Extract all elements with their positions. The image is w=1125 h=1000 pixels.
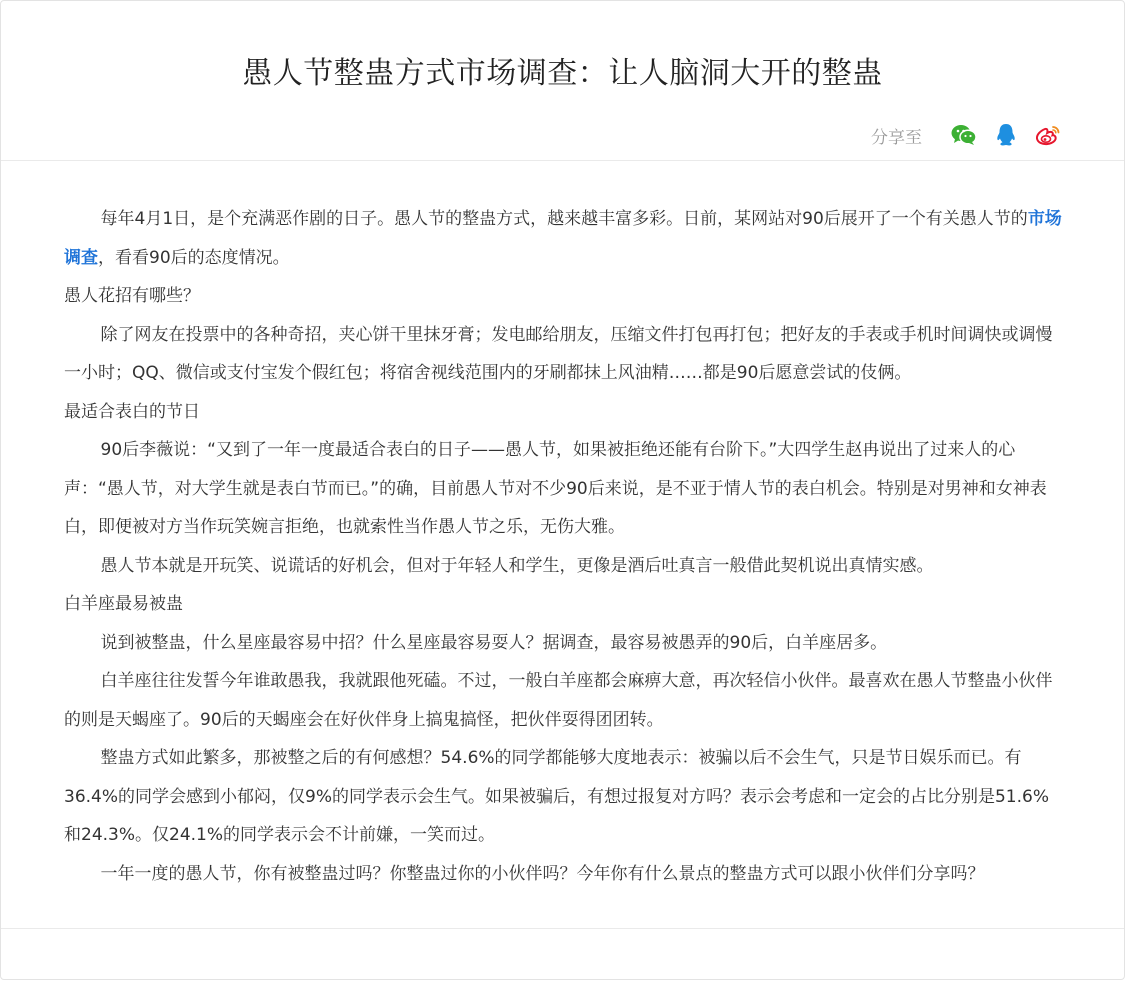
market-survey-link[interactable]: 市场调查 [64, 209, 1062, 268]
section-heading-tricks: 愚人花招有哪些？ [64, 286, 200, 306]
section-heading-confession: 最适合表白的节日 [64, 401, 200, 422]
section-heading-aries: 白羊座最易被蛊 [64, 594, 183, 614]
share-weibo-button[interactable] [1034, 121, 1062, 149]
article-header [1, 1, 1124, 161]
paragraph-opportunity: 愚人节本就是开玩笑、说谎话的好机会，但对于年轻人和学生，更像是酒后吐真言一般借此契机说出真情实感。 [100, 555, 934, 576]
paragraph-survey-results: 整蛊方式如此繁多，那被整之后的有何感想？54.6%的同学都能够大度地表示：被骗以后不会生气，只是节日娱乐而已。有36.4%的同学会感到小郁闷，仅9%的同学表示会生气。如果被骗后，有想过报复对方吗？表示会考虑和一定会的占比分别是51.6%和24.3%。仅24.1%的同学表示会不计前嫌，一笑而过。 [64, 748, 1049, 845]
paragraph-zodiac: 说到被整蛊，什么星座最容易中招？什么星座最容易耍人？据调查，最容易被愚弄的90后，白羊座居多。 [100, 632, 888, 653]
article-body [64, 200, 1064, 893]
paragraph-aries: 白羊座往往发誓今年谁敢愚我，我就跟他死磕。不过，一般白羊座都会麻痹大意，再次轻信小伙伴。最喜欢在愚人节整蛊小伙伴的则是天蝎座了。90后的天蝎座会在好伙伴身上搞鬼搞怪，把伙伴耍得团团转。 [64, 671, 1053, 730]
paragraph-intro [64, 200, 1064, 277]
share-bar [871, 121, 1062, 149]
share-qq-button[interactable] [992, 121, 1020, 149]
paragraph-intro-text: 每年4月1日，是个充满恶作剧的日子。愚人节的整蛊方式，越来越丰富多彩。日前，某网站对90后展开了一个有关愚人节的 [100, 209, 1028, 229]
article-title: 愚人节整蛊方式市场调查：让人脑洞大开的整蛊 [242, 56, 883, 91]
paragraph-confession: 90后李薇说：“又到了一年一度最适合表白的日子——愚人节，如果被拒绝还能有台阶下。”大四学生赵冉说出了过来人的心声：“愚人节，对大学生就是表白节而已。”的确，目前愚人节对不少90后来说，是不亚于情人节的表白机会。特别是对男神和女神表白，即便被对方当作玩笑婉言拒绝，也就索性当作愚人节之乐，无伤大雅。 [64, 440, 1047, 537]
paragraph-tricks: 除了网友在投票中的各种奇招，夹心饼干里抹牙膏；发电邮给朋友，压缩文件打包再打包；把好友的手表或手机时间调快或调慢一小时；QQ、微信或支付宝发个假红包；将宿舍视线范围内的牙刷都抹上风油精……都是90后愿意尝试的伎俩。 [64, 324, 1053, 383]
weibo-icon [1035, 124, 1061, 146]
qq-icon [995, 123, 1017, 147]
share-wechat-button[interactable] [950, 121, 978, 149]
share-label: 分享至 [871, 127, 922, 148]
paragraph-intro-tail: ，看看90后的态度情况。 [98, 247, 290, 268]
paragraph-closing: 一年一度的愚人节，你有被整蛊过吗？你整蛊过你的小伙伴吗？今年你有什么景点的整蛊方式可以跟小伙伴们分享吗？ [100, 863, 985, 884]
wechat-icon [951, 124, 977, 146]
article-footer [1, 928, 1124, 980]
